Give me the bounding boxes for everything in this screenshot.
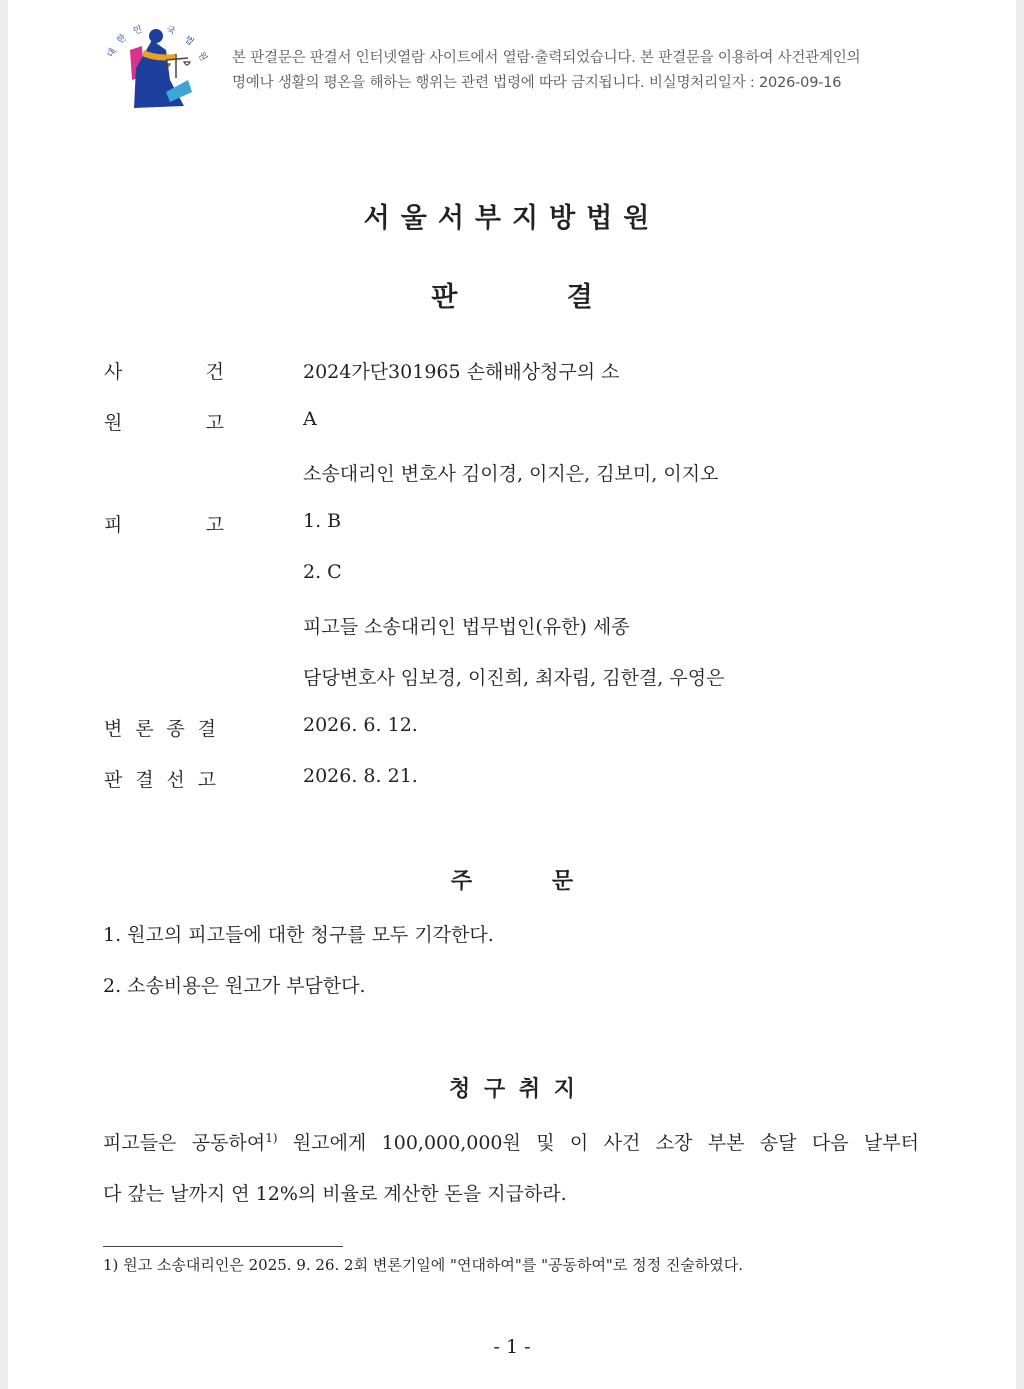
hearing-closed-date: 2026. 6. 12. — [303, 714, 418, 736]
defendant-counsel-firm: 피고들 소송대리인 법무법인(유한) 세종 — [303, 616, 630, 638]
claim-heading: 청 구 취 지 — [449, 1077, 575, 1102]
label-case: 사 건 — [104, 361, 224, 383]
claim-line-1: 피고들은 공동하여$^{1)}$ 원고에게 100,000,000원 및 이 사건 소장 부본 송달 다음 날부터 — [103, 1131, 919, 1154]
label-judgment-date: 판 결 선 고 — [104, 769, 216, 791]
document-type: 판 결 — [431, 282, 593, 313]
label-plaintiff: 원 고 — [104, 412, 224, 434]
plaintiff-name: A — [303, 408, 317, 430]
judgment-date: 2026. 8. 21. — [303, 765, 418, 787]
order-item-1: 1. 원고의 피고들에 대한 청구를 모두 기각한다. — [103, 924, 494, 946]
label-defendant: 피 고 — [104, 514, 224, 536]
svg-text:법: 법 — [182, 34, 196, 48]
notice-line-1: 본 판결문은 판결서 인터넷열람 사이트에서 열람·출력되었습니다. 본 판결문을 이용하여 사건관계인의 — [232, 50, 861, 66]
label-hearing-closed: 변 론 종 결 — [104, 718, 216, 740]
footnote-marker[interactable]: 1) — [265, 1131, 278, 1145]
page-number: - 1 - — [493, 1336, 531, 1358]
defendant-attorneys: 담당변호사 임보경, 이진희, 최자림, 김한결, 우영은 — [303, 667, 725, 689]
defendant-1: 1. B — [303, 510, 342, 532]
header-notice — [104, 20, 984, 110]
svg-text:원: 원 — [195, 50, 209, 64]
case-number: 2024가단301965 손해배상청구의 소 — [303, 361, 620, 383]
document-page — [8, 0, 1016, 1389]
court-name: 서울서부지방법원 — [363, 203, 661, 234]
footnote-divider — [103, 1246, 343, 1247]
notice-text — [232, 46, 972, 96]
court-seal-logo — [104, 20, 216, 110]
footnote-text: 1) 원고 소송대리인은 2025. 9. 26. 2회 변론기일에 "연대하여"를 "공동하여"로 정정 진술하였다. — [103, 1256, 744, 1274]
defendant-2: 2. C — [303, 561, 342, 583]
plaintiff-counsel: 소송대리인 변호사 김이경, 이지은, 김보미, 이지오 — [303, 463, 719, 485]
order-heading: 주 문 — [450, 869, 574, 894]
svg-text:민: 민 — [132, 24, 144, 37]
claim-line-2: 다 갚는 날까지 연 12%의 비율로 계산한 돈을 지급하라. — [103, 1183, 567, 1205]
notice-line-2: 명예나 생활의 평온을 해하는 행위는 관련 법령에 따라 금지됩니다. 비실명처리일자 : 2026-09-16 — [232, 75, 842, 91]
order-item-2: 2. 소송비용은 원고가 부담한다. — [103, 975, 366, 997]
svg-text:한: 한 — [115, 33, 129, 47]
svg-text:국: 국 — [165, 25, 177, 38]
svg-text:대: 대 — [105, 46, 119, 60]
